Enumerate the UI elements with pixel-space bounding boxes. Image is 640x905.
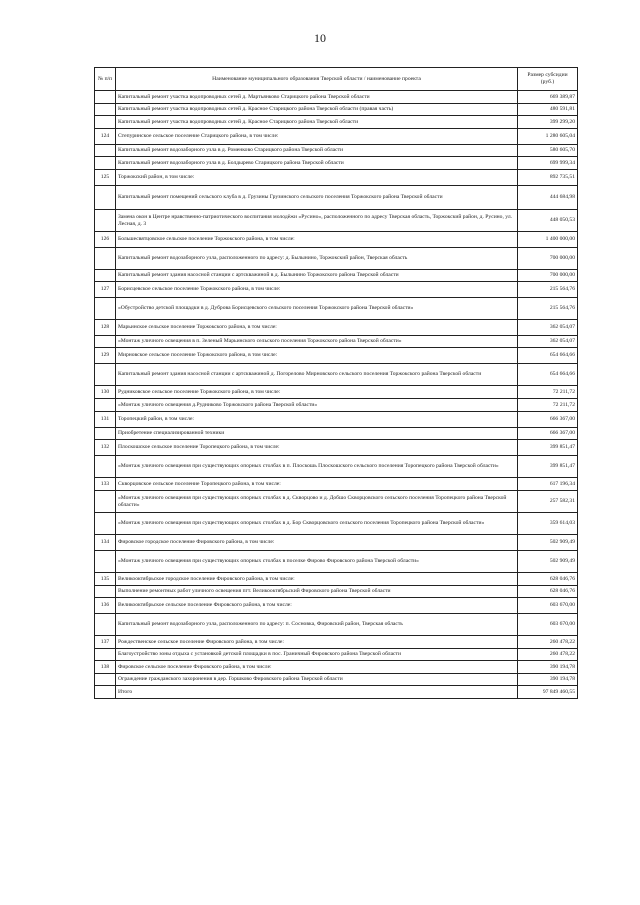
row-name: Капитальный ремонт водозаборного узла в д. Роменково Старицкого района Тверской области — [116, 145, 518, 157]
row-amount: 892 735,51 — [518, 170, 578, 186]
row-amount: 502 909,49 — [518, 535, 578, 551]
table-row — [95, 364, 578, 386]
table-row — [95, 336, 578, 348]
row-name: Фировское городское поселение Фировского района, в том числе: — [116, 535, 518, 551]
row-amount: 444 684,98 — [518, 186, 578, 210]
row-amount: 362 054,07 — [518, 336, 578, 348]
row-name: Капитальный ремонт водозаборного узла, расположенного по адресу: д. Былынино, Торжокский район, Тверская область — [116, 248, 518, 270]
table-row — [95, 170, 578, 186]
row-num: 130 — [95, 386, 116, 399]
row-name: Замена окон в Центре нравственно-патриотического воспитания молодёжи «Русино», расположенного по адресу Тверская область, Торжокский район, д. Русино, ул. Лесная, д. 3 — [116, 210, 518, 232]
row-num: 131 — [95, 412, 116, 428]
table-row — [95, 129, 578, 145]
row-amount: 700 000,00 — [518, 270, 578, 282]
row-name: «Монтаж уличного освещения д.Рудниково Торжокского района Тверской области» — [116, 399, 518, 412]
row-name: Скворцовское сельское поселение Торопецкого района, в том числе: — [116, 478, 518, 491]
row-name: Плоскошское сельское поселение Торопецкого района, в том числе: — [116, 440, 518, 456]
row-amount: 448 050,53 — [518, 210, 578, 232]
row-num: 124 — [95, 129, 116, 145]
row-name: Торжокский район, в том числе: — [116, 170, 518, 186]
table-row — [95, 116, 578, 129]
row-amount: 399 299,20 — [518, 116, 578, 129]
row-num — [95, 513, 116, 535]
row-num — [95, 157, 116, 170]
table-row — [95, 104, 578, 116]
table-row — [95, 248, 578, 270]
row-amount: 628 046,76 — [518, 586, 578, 598]
table-row — [95, 157, 578, 170]
row-name: Капитальный ремонт участка водопроводных сетей д. Красное Старицкого района Тверской области (правая часть) — [116, 104, 518, 116]
table-row — [95, 513, 578, 535]
row-name: Капитальный ремонт водозаборного узла, расположенного по адресу: п. Сосновка, Фировский район, Тверская область — [116, 614, 518, 636]
row-num — [95, 248, 116, 270]
row-num — [95, 674, 116, 686]
row-num — [95, 428, 116, 440]
row-amount: 260 478,22 — [518, 649, 578, 661]
row-num — [95, 551, 116, 573]
table-row — [95, 649, 578, 661]
row-num — [95, 456, 116, 478]
table-row — [95, 270, 578, 282]
row-num: 129 — [95, 348, 116, 364]
row-amount: 390 194,78 — [518, 661, 578, 674]
row-name: Выполнение ремонтных работ уличного освещения пгт. Великооктябрьский Фировского района Тверской области — [116, 586, 518, 598]
table-row — [95, 636, 578, 649]
row-amount: 480 591,81 — [518, 104, 578, 116]
row-amount: 628 046,76 — [518, 573, 578, 586]
table-row — [95, 686, 578, 699]
table-row — [95, 440, 578, 456]
row-name: Рождественское сельское поселение Фировского района, в том числе: — [116, 636, 518, 649]
row-num: 127 — [95, 282, 116, 298]
table-row — [95, 232, 578, 248]
row-name: Мирновское сельское поселение Торжокского района, в том числе: — [116, 348, 518, 364]
table-row — [95, 478, 578, 491]
row-num — [95, 614, 116, 636]
row-name: «Обустройство детской площадки в д. Дуброва Борисцевского сельского поселения Торжокского района Тверской области» — [116, 298, 518, 320]
row-amount: 617 196,34 — [518, 478, 578, 491]
row-amount: 97 849 460,55 — [518, 686, 578, 699]
row-amount: 359 614,03 — [518, 513, 578, 535]
table-row — [95, 386, 578, 399]
row-amount: 362 054,07 — [518, 320, 578, 336]
row-amount: 215 564,76 — [518, 282, 578, 298]
row-amount: 72 211,72 — [518, 386, 578, 399]
row-amount: 669 389,87 — [518, 91, 578, 104]
page-number: 10 — [314, 31, 326, 45]
row-num — [95, 336, 116, 348]
table-row — [95, 661, 578, 674]
row-num — [95, 210, 116, 232]
row-amount: 1 280 605,04 — [518, 129, 578, 145]
table-row — [95, 614, 578, 636]
table-row — [95, 282, 578, 298]
table-row — [95, 145, 578, 157]
table-row — [95, 91, 578, 104]
row-name: «Монтаж уличного освещения при существующих опорных столбах в поселке Фирово Фировского района Тверской области» — [116, 551, 518, 573]
header-name: Наименование муниципального образования Тверской области / наименование проекта — [116, 68, 518, 91]
row-amount: 257 582,31 — [518, 491, 578, 513]
row-name: Капитальный ремонт здания насосной станции с артскважиной в д. Былынино Торжокского района Тверской области — [116, 270, 518, 282]
row-name: Великооктябрьское сельское поселение Фировского района, в том числе: — [116, 598, 518, 614]
row-num — [95, 91, 116, 104]
row-amount: 699 999,34 — [518, 157, 578, 170]
table-row — [95, 428, 578, 440]
row-name: Благоустройство зоны отдыха с установкой детской площадки в пос. Граничный Фировского района Тверской области — [116, 649, 518, 661]
header-amount: Размер субсидии (руб.) — [518, 68, 578, 91]
row-name: Фировское сельское поселение Фировского района, в том числе: — [116, 661, 518, 674]
row-amount: 215 564,76 — [518, 298, 578, 320]
row-num — [95, 145, 116, 157]
header-num: № п/п — [95, 68, 116, 91]
row-amount: 399 851,47 — [518, 456, 578, 478]
row-name: Великооктябрьское городское поселение Фировского района, в том числе: — [116, 573, 518, 586]
row-name: Приобретение специализированной техники — [116, 428, 518, 440]
row-num — [95, 491, 116, 513]
row-num: 125 — [95, 170, 116, 186]
row-num: 138 — [95, 661, 116, 674]
row-name: «Монтаж уличного освещения при существующих опорных столбах в д. Бор Скворцовского сельского поселения Торопецкого района Тверской области» — [116, 513, 518, 535]
table-row — [95, 348, 578, 364]
table-row — [95, 412, 578, 428]
row-num — [95, 364, 116, 386]
subsidy-table — [94, 67, 578, 699]
row-name: Капитальный ремонт участка водопроводных сетей д. Мартьянково Старицкого района Тверской области — [116, 91, 518, 104]
row-amount: 72 211,72 — [518, 399, 578, 412]
table-row — [95, 598, 578, 614]
row-name: «Монтаж уличного освещения при существующих опорных столбах в д. Скворцово и д. Добшо Скворцовского сельского поселения Торопецкого района Тверской области» — [116, 491, 518, 513]
table-row — [95, 186, 578, 210]
row-name: «Монтаж уличного освещения в п. Зеленый Марьинского сельского поселения Торжокского района Тверской области» — [116, 336, 518, 348]
row-name: Капитальный ремонт помещений сельского клуба в д. Грузины Грузинского сельского поселения Торжокского района Тверской области — [116, 186, 518, 210]
table-row — [95, 551, 578, 573]
row-amount: 580 605,70 — [518, 145, 578, 157]
table-row — [95, 674, 578, 686]
table-row — [95, 456, 578, 478]
table-body — [95, 91, 578, 699]
row-amount: 502 909,49 — [518, 551, 578, 573]
row-name: Марьинское сельское поселение Торжокского района, в том числе: — [116, 320, 518, 336]
table-row — [95, 320, 578, 336]
row-num — [95, 298, 116, 320]
row-num: 136 — [95, 598, 116, 614]
row-amount: 390 194,78 — [518, 674, 578, 686]
row-num — [95, 116, 116, 129]
table-row — [95, 399, 578, 412]
row-amount: 666 367,00 — [518, 412, 578, 428]
row-amount: 654 664,66 — [518, 348, 578, 364]
row-name: Борисцевское сельское поселение Торжокского района, в том числе: — [116, 282, 518, 298]
row-num: 133 — [95, 478, 116, 491]
row-num — [95, 399, 116, 412]
row-amount: 666 367,00 — [518, 428, 578, 440]
row-num: 128 — [95, 320, 116, 336]
row-num: 134 — [95, 535, 116, 551]
row-num — [95, 649, 116, 661]
row-name: Ограждение гражданского захоронения в дер. Горшково Фировского района Тверской области — [116, 674, 518, 686]
row-num — [95, 186, 116, 210]
row-num — [95, 686, 116, 699]
row-name: Капитальный ремонт участка водопроводных сетей д. Красное Старицкого района Тверской области — [116, 116, 518, 129]
row-name: Степуринское сельское поселение Старицкого района, в том числе: — [116, 129, 518, 145]
row-num — [95, 586, 116, 598]
table-row — [95, 586, 578, 598]
row-name: Торопецкий район, в том числе: — [116, 412, 518, 428]
row-name: Капитальный ремонт водозаборного узла в д. Болдырево Старицкого района Тверской области — [116, 157, 518, 170]
row-num — [95, 270, 116, 282]
row-amount: 603 670,00 — [518, 614, 578, 636]
row-amount: 1 400 000,00 — [518, 232, 578, 248]
row-amount: 260 478,22 — [518, 636, 578, 649]
table-header-row — [95, 68, 578, 91]
table-row — [95, 535, 578, 551]
row-num: 137 — [95, 636, 116, 649]
table-row — [95, 573, 578, 586]
row-name: «Монтаж уличного освещения при существующих опорных столбах в п. Плоскошь Плоскошского сельского поселения Торопецкого района Тверской области» — [116, 456, 518, 478]
row-amount: 700 000,00 — [518, 248, 578, 270]
row-num: 135 — [95, 573, 116, 586]
row-amount: 399 851,47 — [518, 440, 578, 456]
table-row — [95, 210, 578, 232]
row-num: 126 — [95, 232, 116, 248]
row-name: Итого — [116, 686, 518, 699]
table-row — [95, 491, 578, 513]
row-num: 132 — [95, 440, 116, 456]
row-name: Капитальный ремонт здания насосной станции с артскважиной д. Погорелово Мирновского сельского поселения Торжокского района Тверской области — [116, 364, 518, 386]
row-num — [95, 104, 116, 116]
row-amount: 654 664,66 — [518, 364, 578, 386]
row-name: Рудниковское сельское поселение Торжокского района, в том числе: — [116, 386, 518, 399]
row-name: Большесвятцовское сельское поселение Торжокского района, в том числе: — [116, 232, 518, 248]
row-amount: 603 670,00 — [518, 598, 578, 614]
table-row — [95, 298, 578, 320]
